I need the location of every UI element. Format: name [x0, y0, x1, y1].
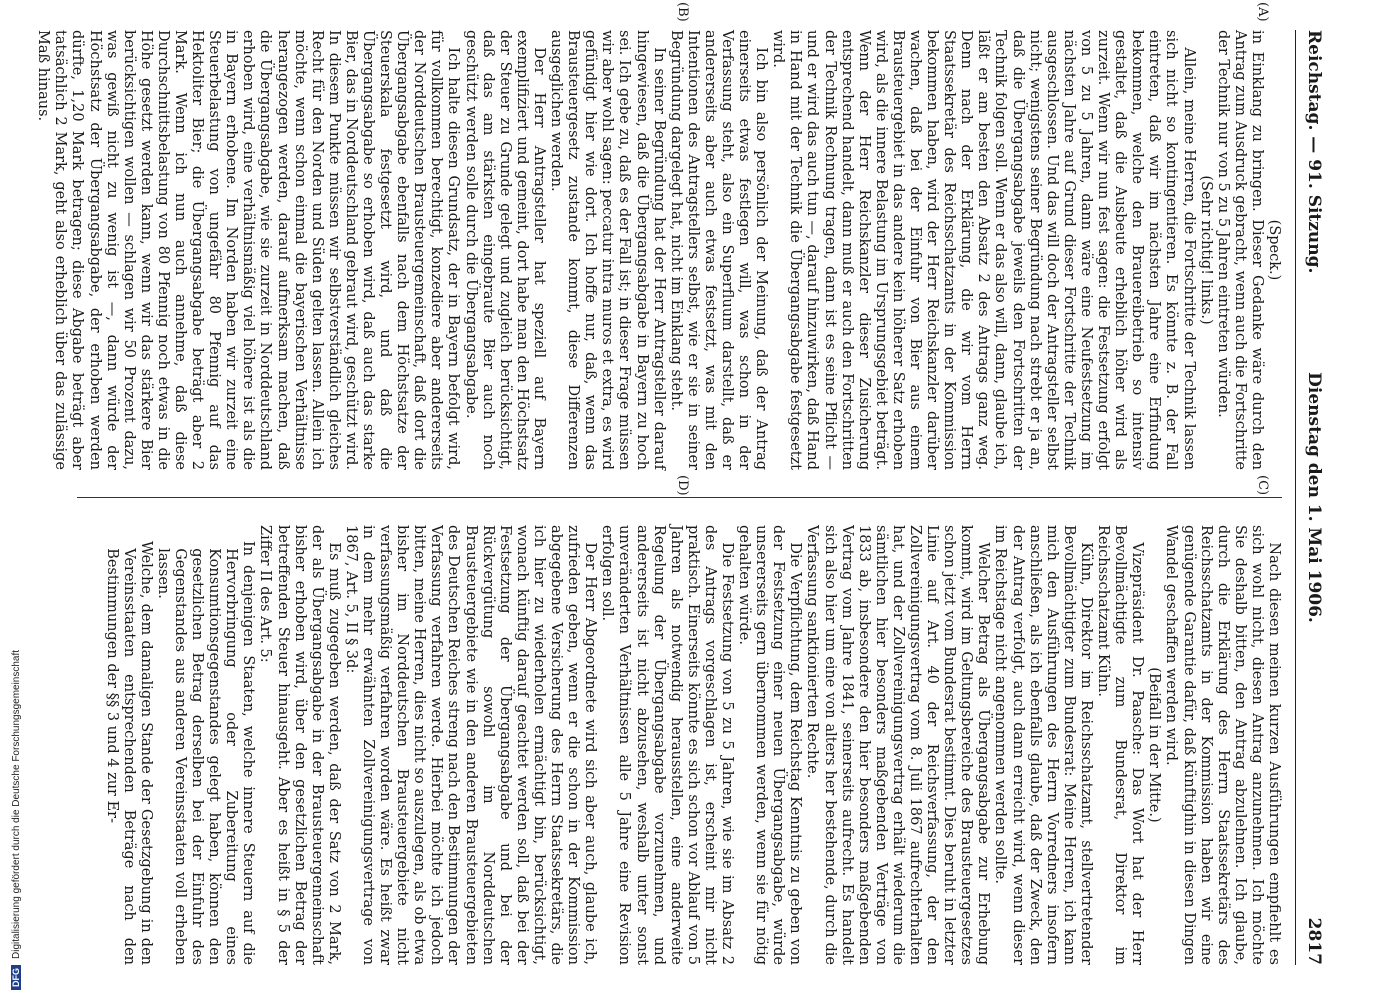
header-date: Dienstag den 1. Mai 1906. — [1304, 372, 1324, 623]
margin-marker-d: (D) — [675, 475, 690, 496]
paragraph: Es muß zugegeben werden, daß der Satz von 2 Mark, der als Übergangsabgabe in der Brausteuergemeinschaft bisher erhoben wird, über den gesetzlichen Betrag der betreffenden Steuer hinausgeht. Aber es heißt in § 5 der Ziffer II des Art. 5: — [257, 525, 342, 965]
paragraph: Der Herr Antragsteller hat speziell auf Bayern exemplifiziert und gemeint, dort habe man den Höchstsatz der Steuer zu Grunde gelegt und zugleich berücksichtigt, daß das am stärksten eingebraute Bier auch noch geschützt werden solle durch die Übergangsabgabe. — [462, 30, 547, 470]
header-page-number: 2817 — [1304, 917, 1324, 965]
paragraph: Der Herr Abgeordnete wird sich aber auch, glaube ich, zufrieden geben, wenn er die schon in der Kommission abgegebene Versicherung des Herrn Staatssekretärs, die ich hier zu wiederholen ermächtigt bin, berücksichtigt, wonach künftig darauf geachtet werden soll, daß bei der Festsetzung der Übergangsabgabe und bei der Rückvergütung sowohl im Norddeutschen Brausteuergebiete wie in den anderen Brausteuergebieten des Deutschen Reiches streng nach den Bestimmungen der Verfassung verfahren werde. Hierbei möchte ich jedoch bitten, meine Herren, dies nicht so auszulegen, als ob etwa bisher im Norddeutschen Brausteuergebiete nicht verfassungsmäßig verfahren worden wäre. Es heißt zwar in dem mehr erwähnten Zollvereinigungsvertrage von 1867, Art. 5, II § 3d: — [342, 525, 599, 965]
interjection: (Sehr richtig! links.) — [1197, 175, 1214, 325]
margin-marker-b: (B) — [675, 2, 690, 22]
paragraph: Ich halte diesen Grundsatz, der in Bayern befolgt wird, für vollkommen berechtigt, konzediere aber andererseits der Norddeutschen Brausteuergemeinschaft, daß dort die Übergangsabgabe ebenfalls nach dem Höchstsatze der Steuerskala festgesetzt wird, und daß die Übergangsabgabe so erhoben wird, daß auch das starke Bier, das in Norddeutschland gebraut wird, geschützt wird. In diesem Punkte müssen wir selbstverständlich gleiches Recht für den Norden und Süden gelten lassen. Allein ich möchte, wenn schon einmal die bayerischen Verhältnisse herangezogen werden, darauf aufmerksam machen, daß die Übergangsabgabe, wie sie zurzeit in Norddeutschland erhoben wird, eine verhältnismäßig viel höhere ist als die in Bayern erhobene. Im Norden haben wir zurzeit eine Steuerbelastung von ungefähr 80 Pfennig auf das Hektoliter Bier; die Übergangsabgabe beträgt aber 2 Mark. Wenn ich nun auch annehme, daß diese Durchschnittsbelastung von 80 Pfennig noch etwas in die Höhe gesetzt werden kann, wenn wir das stärkere Bier berücksichtigen wollen — schlagen wir 50 Prozent dazu, was gewiß nicht zu wenig ist —, dann würde der Höchstsatz der Übergangsabgabe, der erhoben werden dürfte, 1,20 Mark betragen; diese Abgabe beträgt aber tatsächlich 2 Mark, geht also erheblich über das zulässige Maß hinaus. — [35, 30, 462, 470]
interjection: (Beifall in der Mitte.) — [1146, 667, 1163, 823]
speaker-label: (Speck.) — [1266, 219, 1282, 281]
credit-label: Digitalisierung gefördert durch die Deutsche Forschungsgemeinschaft — [11, 649, 22, 959]
header-session: Reichstag. — 91. Sitzung. — [1304, 30, 1324, 274]
quoted-paragraph: Welche, dem damaligen Stande der Gesetzgebung in den Vereinsstaaten entsprechenden Beträge nach den Bestimmungen der §§ 3 und 4 zur Er- — [103, 540, 154, 965]
paragraph: Kühn, Direktor im Reichsschatzamt, stellvertretender Bevollmächtigter zum Bundesrat: Meine Herren, ich kann mich den Ausführungen des Herrn Vorredners insofern anschließen, als ich ebenfalls glaube, daß der Zweck, den der Antrag verfolgt, auch dann erreicht wird, wenn dieser im Reichstage nicht angenommen werden sollte. — [992, 525, 1094, 965]
paragraph: In seiner Begründung hat der Herr Antragsteller darauf hingewiesen, daß die Übergangsabgabe in Bayern zu hoch sei. Ich gebe zu, daß es der Fall ist; in dieser Frage müssen wir aber wohl sagen: peccatur intra muros et extra, es wird gefündigt hier wie dort. Ich hoffe nur, daß, wenn das Brausteuergesetz zustande kommt, diese Differenzen ausgeglichen werden. — [548, 30, 667, 470]
side-credit-strip — [0, 0, 22, 1000]
right-column — [77, 525, 1282, 965]
paragraph: Ich bin also persönlich der Meinung, daß der Antrag einerseits etwas festlegen will, was schon in der Verfassung steht, also ein Superfluum darstellt, daß er andererseits aber auch etwas festsetzt, was mit den Intentionen des Antragstellers selbst, wie er sie in seiner Begründung dargelegt hat, nicht im Einklang steht. — [667, 30, 770, 470]
paragraph: in Einklang zu bringen. Dieser Gedanke wäre durch den Antrag zum Ausdruck gebracht, wenn auch die Fortschritte der Technik nur von 5 zu 5 Jahren eintreten würden. — [1214, 30, 1265, 470]
credit-text — [11, 650, 22, 990]
document-page — [35, 2, 1330, 965]
paragraph: Vizepräsident Dr. Paasche: Das Wort hat der Herr Bevollmächtigte zum Bundesrat, Direktor im Reichsschatzamt Kühn. — [1095, 525, 1146, 965]
margin-marker-c: (C) — [1255, 475, 1270, 496]
quoted-paragraph: In denjenigen Staaten, welche innere Steuern auf die Hervorbringung oder Zubereitung eines Konsumtionsgegenstandes gelegt haben, können den gesetzlichen Betrag derselben bei der Einfuhr des Gegenstandes aus anderen Vereinsstaaten voll erheben lassen. — [154, 540, 257, 965]
paragraph: Die Festsetzung von 5 zu 5 Jahren, wie sie im Absatz 2 des Antrags vorgeschlagen ist, erscheint mir nicht praktisch. Einerseits könnte es sich schon vor Ablauf von 5 Jahren als notwendig herausstellen, eine anderweite Regelung der Übergangsabgabe vorzunehmen, und andererseits ist nicht abzusehen, weshalb unter sonst unveränderten Verhältnissen alle 5 Jahre eine Revision erfolgen soll. — [599, 525, 735, 965]
paragraph: Welcher Betrag als Übergangsabgabe zur Erhebung kommt, wird im Geltungsbereiche des Brausteuergesetzes schon jetzt vom Bundesrat bestimmt. Dies beruht in letzter Linie auf Art. 40 der Reichsverfassung, der den Zollvereinigungsvertrag vom 8. Juli 1867 aufrechterhalten hat, und der Zollvereinigungsvertrag erhält wiederum die sämtlichen hier besonders maßgebenden Verträge von 1833 ab, insbesondere den hier besonders maßgebenden Vertrag vom Jahre 1841, seinerseits aufrecht. Es handelt sich also hier um eine von alters her bestehende, durch die Verfassung sanktionierten Rechte. — [804, 525, 992, 965]
scanned-page-area — [35, 2, 1330, 965]
paragraph: Die Verpflichtung, dem Reichstag Kenntnis zu geben von der Festsetzung einer neuen Übergangsabgabe, würde unsererseits gern übernommen werden, wenn sie für nötig gehalten würde. — [736, 525, 804, 965]
column-divider — [77, 497, 1282, 498]
page-header — [1295, 30, 1330, 965]
paragraph: Nach diesen meinen kurzen Ausführungen empfiehlt es sich wohl nicht, diesen Antrag anzunehmen. Ich möchte Sie deshalb bitten, den Antrag abzulehnen. Ich glaube, durch die Erklärung des Herrn Staatssekretärs des Reichsschatzamts in der Kommission haben wir eine genügende Garantie dafür, daß künftighin in diesen Dingen Wandel geschaffen werden wird. — [1163, 525, 1282, 965]
dfg-logo: DFG — [11, 965, 21, 990]
margin-marker-a: (A) — [1255, 2, 1270, 22]
left-column — [35, 30, 1282, 470]
paragraph: Allein, meine Herren, die Fortschritte der Technik lassen sich nicht so kontingentieren. Es könnte z. B. der Fall eintreten, daß wir im nächsten Jahre eine Erfindung bekommen, welche den Brauereibetrieb so intensiv gestaltet, daß die Ausbeute erheblich höher wird als zurzeit. Wenn wir nun fest sagen: die Festsetzung erfolgt von 5 zu 5 Jahren, dann wäre eine Neufestsetzung im nächsten Jahre auf Grund dieser Fortschritte der Technik ausgeschlossen. Und das will doch der Antragsteller selbst nicht; wenigstens seiner Begründung nach strebt er ja an, daß die Übergangsabgabe jeweils den Fortschritten der Technik folgen soll. Wenn er das also will, dann, glaube ich, läßt er am besten den Absatz 2 des Antrags ganz weg. Denn nach der Erklärung, die wir vom Herrn Staatssekretär des Reichsschatzamts in der Kommission bekommen haben, wird der Herr Reichskanzler darüber wachen, daß bei der Einfuhr von Bier aus einem Brausteuergebiet in das andere kein höherer Satz erhoben wird, als die innere Belastung im Ursprungsgebiet beträgt. Wenn der Herr Reichskanzler dieser Zusicherung entsprechend handelt, dann muß er auch den Fortschritten der Technik Rechnung tragen, dann ist es seine Pflicht — und er wird das auch tun —, darauf hinzuwirken, daß Hand in Hand mit der Technik die Übergangsabgabe festgesetzt wird. — [770, 30, 1197, 470]
